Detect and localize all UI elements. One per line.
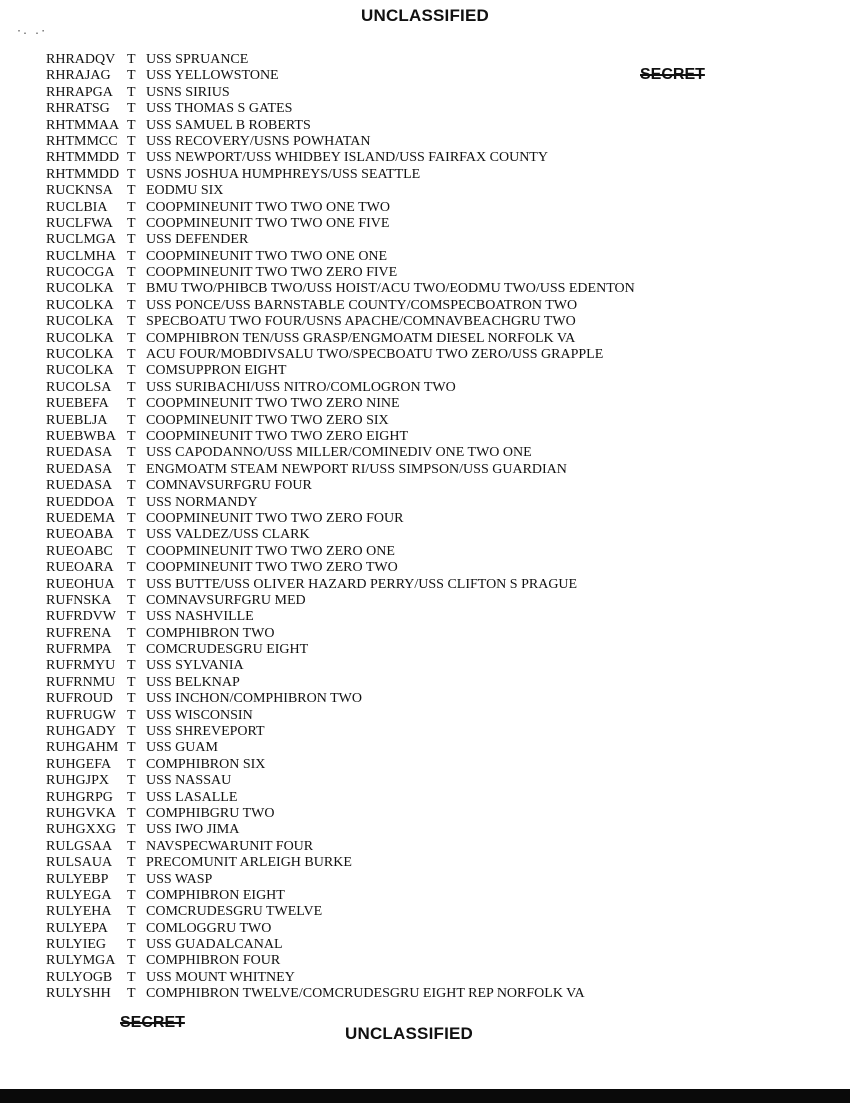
routing-code: RUEBWBA xyxy=(46,428,116,444)
addressee-name: COMPHIBRON TEN/USS GRASP/ENGMOATM DIESEL NORFOLK VA xyxy=(146,330,576,346)
precedence: T xyxy=(127,543,136,559)
addressee-row xyxy=(46,281,826,297)
addressee-row xyxy=(46,691,826,707)
precedence: T xyxy=(127,724,136,740)
routing-code: RUEBLJA xyxy=(46,412,108,428)
precedence: T xyxy=(127,658,136,674)
precedence: T xyxy=(127,773,136,789)
routing-code: RUEDASA xyxy=(46,461,113,477)
routing-code: RHRADQV xyxy=(46,52,116,67)
precedence: T xyxy=(127,920,136,936)
precedence: T xyxy=(127,117,136,133)
routing-code: RULYEGA xyxy=(46,887,112,903)
routing-code: RHRATSG xyxy=(46,101,110,117)
addressee-name: COOPMINEUNIT TWO TWO ZERO FIVE xyxy=(146,265,398,281)
addressee-row xyxy=(46,642,826,658)
routing-code: RULYMGA xyxy=(46,953,116,969)
routing-code: RUEOHUA xyxy=(46,576,115,592)
addressee-row xyxy=(46,855,826,871)
precedence: T xyxy=(127,986,136,1002)
addressee-name: COMLOGGRU TWO xyxy=(146,920,272,936)
precedence: T xyxy=(127,363,136,379)
addressee-row xyxy=(46,921,826,937)
addressee-row xyxy=(46,216,826,232)
routing-code: RUFRMPA xyxy=(46,642,112,658)
addressee-list xyxy=(46,52,826,1003)
routing-code: RUEDASA xyxy=(46,445,113,461)
precedence: T xyxy=(127,101,136,117)
addressee-row xyxy=(46,511,826,527)
routing-code: RUCKNSA xyxy=(46,183,113,199)
addressee-row xyxy=(46,249,826,265)
addressee-name: COOPMINEUNIT TWO TWO ZERO EIGHT xyxy=(146,428,409,444)
routing-code: RUFNSKA xyxy=(46,592,112,608)
addressee-row xyxy=(46,839,826,855)
addressee-row xyxy=(46,314,826,330)
precedence: T xyxy=(127,838,136,854)
addressee-name: COOPMINEUNIT TWO TWO ZERO ONE xyxy=(146,543,395,559)
addressee-name: USS WISCONSIN xyxy=(146,707,253,723)
addressee-row xyxy=(46,740,826,756)
routing-code: RUFRENA xyxy=(46,625,112,641)
addressee-row xyxy=(46,626,826,642)
addressee-name: USNS SIRIUS xyxy=(146,84,230,100)
addressee-name: USS NASHVILLE xyxy=(146,609,254,625)
routing-code: RUCLMGA xyxy=(46,232,117,248)
addressee-row xyxy=(46,658,826,674)
routing-code: RHTMMDD xyxy=(46,166,120,182)
addressee-row xyxy=(46,790,826,806)
precedence: T xyxy=(127,248,136,264)
routing-code: RHTMMDD xyxy=(46,150,120,166)
precedence: T xyxy=(127,412,136,428)
precedence: T xyxy=(127,379,136,395)
precedence: T xyxy=(127,68,136,84)
precedence: T xyxy=(127,822,136,838)
precedence: T xyxy=(127,494,136,510)
routing-code: RUCOLKA xyxy=(46,281,114,297)
addressee-row xyxy=(46,478,826,494)
addressee-name: USS VALDEZ/USS CLARK xyxy=(146,527,310,543)
addressee-row xyxy=(46,560,826,576)
precedence: T xyxy=(127,199,136,215)
routing-code: RHRAPGA xyxy=(46,84,113,100)
routing-code: RUCLMHA xyxy=(46,248,117,264)
addressee-name: COMCRUDESGRU EIGHT xyxy=(146,642,309,658)
precedence: T xyxy=(127,215,136,231)
precedence: T xyxy=(127,789,136,805)
routing-code: RUFROUD xyxy=(46,691,113,707)
addressee-name: BMU TWO/PHIBCB TWO/USS HOIST/ACU TWO/EODMU TWO/USS EDENTON xyxy=(146,281,635,297)
precedence: T xyxy=(127,330,136,346)
precedence: T xyxy=(127,674,136,690)
addressee-row xyxy=(46,52,826,68)
routing-code: RULGSAA xyxy=(46,838,113,854)
precedence: T xyxy=(127,707,136,723)
addressee-name: USS IWO JIMA xyxy=(146,822,240,838)
addressee-row xyxy=(46,134,826,150)
addressee-row xyxy=(46,445,826,461)
precedence: T xyxy=(127,84,136,100)
addressee-row xyxy=(46,544,826,560)
addressee-name: USS SYLVANIA xyxy=(146,658,244,674)
routing-code: RUCOCGA xyxy=(46,265,115,281)
routing-code: RUCOLKA xyxy=(46,363,114,379)
addressee-name: COOPMINEUNIT TWO TWO ONE FIVE xyxy=(146,215,390,231)
precedence: T xyxy=(127,510,136,526)
precedence: T xyxy=(127,281,136,297)
addressee-name: USNS JOSHUA HUMPHREYS/USS SEATTLE xyxy=(146,166,421,182)
secret-stamp-bottom: SECRET xyxy=(120,1014,185,1031)
addressee-name: USS PONCE/USS BARNSTABLE COUNTY/COMSPECBOATRON TWO xyxy=(146,297,578,313)
addressee-row xyxy=(46,937,826,953)
addressee-name: ACU FOUR/MOBDIVSALU TWO/SPECBOATU TWO ZERO/USS GRAPPLE xyxy=(146,347,604,363)
addressee-row xyxy=(46,724,826,740)
precedence: T xyxy=(127,625,136,641)
addressee-name: COMPHIBRON SIX xyxy=(146,756,266,772)
routing-code: RUHGXXG xyxy=(46,822,116,838)
addressee-row xyxy=(46,265,826,281)
routing-code: RUFRUGW xyxy=(46,707,117,723)
routing-code: RUHGEFA xyxy=(46,756,112,772)
precedence: T xyxy=(127,527,136,543)
precedence: T xyxy=(127,969,136,985)
precedence: T xyxy=(127,265,136,281)
classification-header: UNCLASSIFIED xyxy=(360,6,490,25)
addressee-name: COMPHIBRON TWELVE/COMCRUDESGRU EIGHT REP NORFOLK VA xyxy=(146,986,585,1002)
routing-code: RUFRDVW xyxy=(46,609,117,625)
routing-code: RUEDASA xyxy=(46,478,113,494)
routing-code: RULYEPA xyxy=(46,920,108,936)
addressee-row xyxy=(46,953,826,969)
addressee-row xyxy=(46,232,826,248)
addressee-row xyxy=(46,85,826,101)
addressee-row xyxy=(46,888,826,904)
precedence: T xyxy=(127,297,136,313)
precedence: T xyxy=(127,642,136,658)
addressee-row xyxy=(46,609,826,625)
addressee-row xyxy=(46,118,826,134)
precedence: T xyxy=(127,756,136,772)
addressee-row xyxy=(46,347,826,363)
addressee-row xyxy=(46,413,826,429)
addressee-name: COOPMINEUNIT TWO TWO ZERO TWO xyxy=(146,560,398,576)
precedence: T xyxy=(127,232,136,248)
addressee-row xyxy=(46,331,826,347)
precedence: T xyxy=(127,740,136,756)
addressee-name: USS MOUNT WHITNEY xyxy=(146,969,295,985)
routing-code: RUCOLSA xyxy=(46,379,112,395)
addressee-row xyxy=(46,757,826,773)
addressee-row xyxy=(46,577,826,593)
addressee-name: COOPMINEUNIT TWO TWO ZERO FOUR xyxy=(146,510,404,526)
addressee-name: COOPMINEUNIT TWO TWO ONE ONE xyxy=(146,248,388,264)
addressee-row xyxy=(46,872,826,888)
addressee-name: USS CAPODANNO/USS MILLER/COMINEDIV ONE TWO ONE xyxy=(146,445,532,461)
precedence: T xyxy=(127,445,136,461)
addressee-name: USS NORMANDY xyxy=(146,494,258,510)
precedence: T xyxy=(127,887,136,903)
routing-code: RUHGRPG xyxy=(46,789,113,805)
routing-code: RUHGADY xyxy=(46,724,116,740)
routing-code: RUCOLKA xyxy=(46,314,114,330)
addressee-row xyxy=(46,462,826,478)
routing-code: RHRAJAG xyxy=(46,68,111,84)
routing-code: RUFRMYU xyxy=(46,658,116,674)
routing-code: RUCOLKA xyxy=(46,330,114,346)
routing-code: RUHGAHM xyxy=(46,740,119,756)
addressee-name: COMPHIBRON FOUR xyxy=(146,953,281,969)
addressee-row xyxy=(46,380,826,396)
addressee-row xyxy=(46,904,826,920)
addressee-row xyxy=(46,806,826,822)
addressee-row xyxy=(46,167,826,183)
routing-code: RUEOABA xyxy=(46,527,114,543)
routing-code: RUEDEMA xyxy=(46,510,116,526)
precedence: T xyxy=(127,855,136,871)
addressee-name: USS NASSAU xyxy=(146,773,232,789)
addressee-row xyxy=(46,675,826,691)
precedence: T xyxy=(127,396,136,412)
routing-code: RULYIEG xyxy=(46,937,107,953)
addressee-name: COOPMINEUNIT TWO TWO ONE TWO xyxy=(146,199,390,215)
addressee-row xyxy=(46,708,826,724)
addressee-row xyxy=(46,298,826,314)
routing-code: RUCLFWA xyxy=(46,215,113,231)
routing-code: RHTMMCC xyxy=(46,133,118,149)
routing-code: RULYSHH xyxy=(46,986,111,1002)
precedence: T xyxy=(127,52,136,67)
precedence: T xyxy=(127,592,136,608)
precedence: T xyxy=(127,428,136,444)
precedence: T xyxy=(127,609,136,625)
addressee-name: COMPHIBRON TWO xyxy=(146,625,275,641)
precedence: T xyxy=(127,347,136,363)
addressee-name: COOPMINEUNIT TWO TWO ZERO SIX xyxy=(146,412,389,428)
routing-code: RUHGJPX xyxy=(46,773,110,789)
addressee-row xyxy=(46,773,826,789)
precedence: T xyxy=(127,150,136,166)
addressee-name: USS NEWPORT/USS WHIDBEY ISLAND/USS FAIRFAX COUNTY xyxy=(146,150,548,166)
addressee-row xyxy=(46,593,826,609)
precedence: T xyxy=(127,871,136,887)
routing-code: RULYEHA xyxy=(46,904,112,920)
secret-stamp-top: SECRET xyxy=(640,66,705,83)
addressee-row xyxy=(46,150,826,166)
addressee-name: USS BUTTE/USS OLIVER HAZARD PERRY/USS CLIFTON S PRAGUE xyxy=(146,576,578,592)
addressee-name: COOPMINEUNIT TWO TWO ZERO NINE xyxy=(146,396,400,412)
addressee-name: PRECOMUNIT ARLEIGH BURKE xyxy=(146,855,352,871)
routing-code: RUHGVKA xyxy=(46,805,116,821)
routing-code: RUEDDOA xyxy=(46,494,115,510)
addressee-row xyxy=(46,363,826,379)
precedence: T xyxy=(127,461,136,477)
addressee-row xyxy=(46,68,826,84)
addressee-row xyxy=(46,986,826,1002)
addressee-name: USS THOMAS S GATES xyxy=(146,101,293,117)
routing-code: RUCOLKA xyxy=(46,347,114,363)
routing-code: RULSAUA xyxy=(46,855,113,871)
addressee-name: USS RECOVERY/USNS POWHATAN xyxy=(146,133,371,149)
routing-code: RULYOGB xyxy=(46,969,113,985)
routing-code: RUCOLKA xyxy=(46,297,114,313)
routing-code: RUEOARA xyxy=(46,560,114,576)
routing-code: RUFRNMU xyxy=(46,674,116,690)
addressee-row xyxy=(46,495,826,511)
scan-edge-bar xyxy=(0,1089,850,1103)
precedence: T xyxy=(127,953,136,969)
addressee-row xyxy=(46,527,826,543)
addressee-row xyxy=(46,429,826,445)
addressee-name: EODMU SIX xyxy=(146,183,224,199)
precedence: T xyxy=(127,478,136,494)
addressee-name: COMPHIBRON EIGHT xyxy=(146,887,285,903)
classification-footer: UNCLASSIFIED xyxy=(345,1024,474,1043)
addressee-row xyxy=(46,183,826,199)
precedence: T xyxy=(127,133,136,149)
addressee-name: USS BELKNAP xyxy=(146,674,240,690)
addressee-row xyxy=(46,822,826,838)
addressee-name: USS SHREVEPORT xyxy=(146,724,265,740)
precedence: T xyxy=(127,904,136,920)
routing-code: RUEOABC xyxy=(46,543,113,559)
addressee-row xyxy=(46,396,826,412)
precedence: T xyxy=(127,691,136,707)
addressee-row xyxy=(46,970,826,986)
precedence: T xyxy=(127,183,136,199)
addressee-name: COMCRUDESGRU TWELVE xyxy=(146,904,323,920)
addressee-name: NAVSPECWARUNIT FOUR xyxy=(146,838,314,854)
addressee-name: COMPHIBGRU TWO xyxy=(146,805,275,821)
addressee-name: ENGMOATM STEAM NEWPORT RI/USS SIMPSON/USS GUARDIAN xyxy=(146,461,567,477)
addressee-name: USS GUADALCANAL xyxy=(146,937,283,953)
routing-code: RUEBEFA xyxy=(46,396,109,412)
routing-code: RULYEBP xyxy=(46,871,109,887)
addressee-row xyxy=(46,101,826,117)
addressee-row xyxy=(46,200,826,216)
addressee-name: USS INCHON/COMPHIBRON TWO xyxy=(146,691,362,707)
precedence: T xyxy=(127,166,136,182)
precedence: T xyxy=(127,805,136,821)
routing-code: RHTMMAA xyxy=(46,117,120,133)
addressee-name: USS WASP xyxy=(146,871,213,887)
addressee-name: SPECBOATU TWO FOUR/USNS APACHE/COMNAVBEACHGRU TWO xyxy=(146,314,576,330)
addressee-name: USS GUAM xyxy=(146,740,218,756)
addressee-name: COMNAVSURFGRU MED xyxy=(146,592,306,608)
precedence: T xyxy=(127,560,136,576)
addressee-name: USS SURIBACHI/USS NITRO/COMLOGRON TWO xyxy=(146,379,456,395)
routing-code: RUCLBIA xyxy=(46,199,108,215)
precedence: T xyxy=(127,937,136,953)
addressee-name: USS SPRUANCE xyxy=(146,52,249,67)
addressee-name: COMNAVSURFGRU FOUR xyxy=(146,478,312,494)
addressee-name: COMSUPPRON EIGHT xyxy=(146,363,287,379)
precedence: T xyxy=(127,314,136,330)
addressee-name: USS LASALLE xyxy=(146,789,238,805)
addressee-name: USS YELLOWSTONE xyxy=(146,68,279,84)
addressee-name: USS SAMUEL B ROBERTS xyxy=(146,117,311,133)
precedence: T xyxy=(127,576,136,592)
scan-specks: ·. .· xyxy=(16,26,47,37)
addressee-name: USS DEFENDER xyxy=(146,232,249,248)
